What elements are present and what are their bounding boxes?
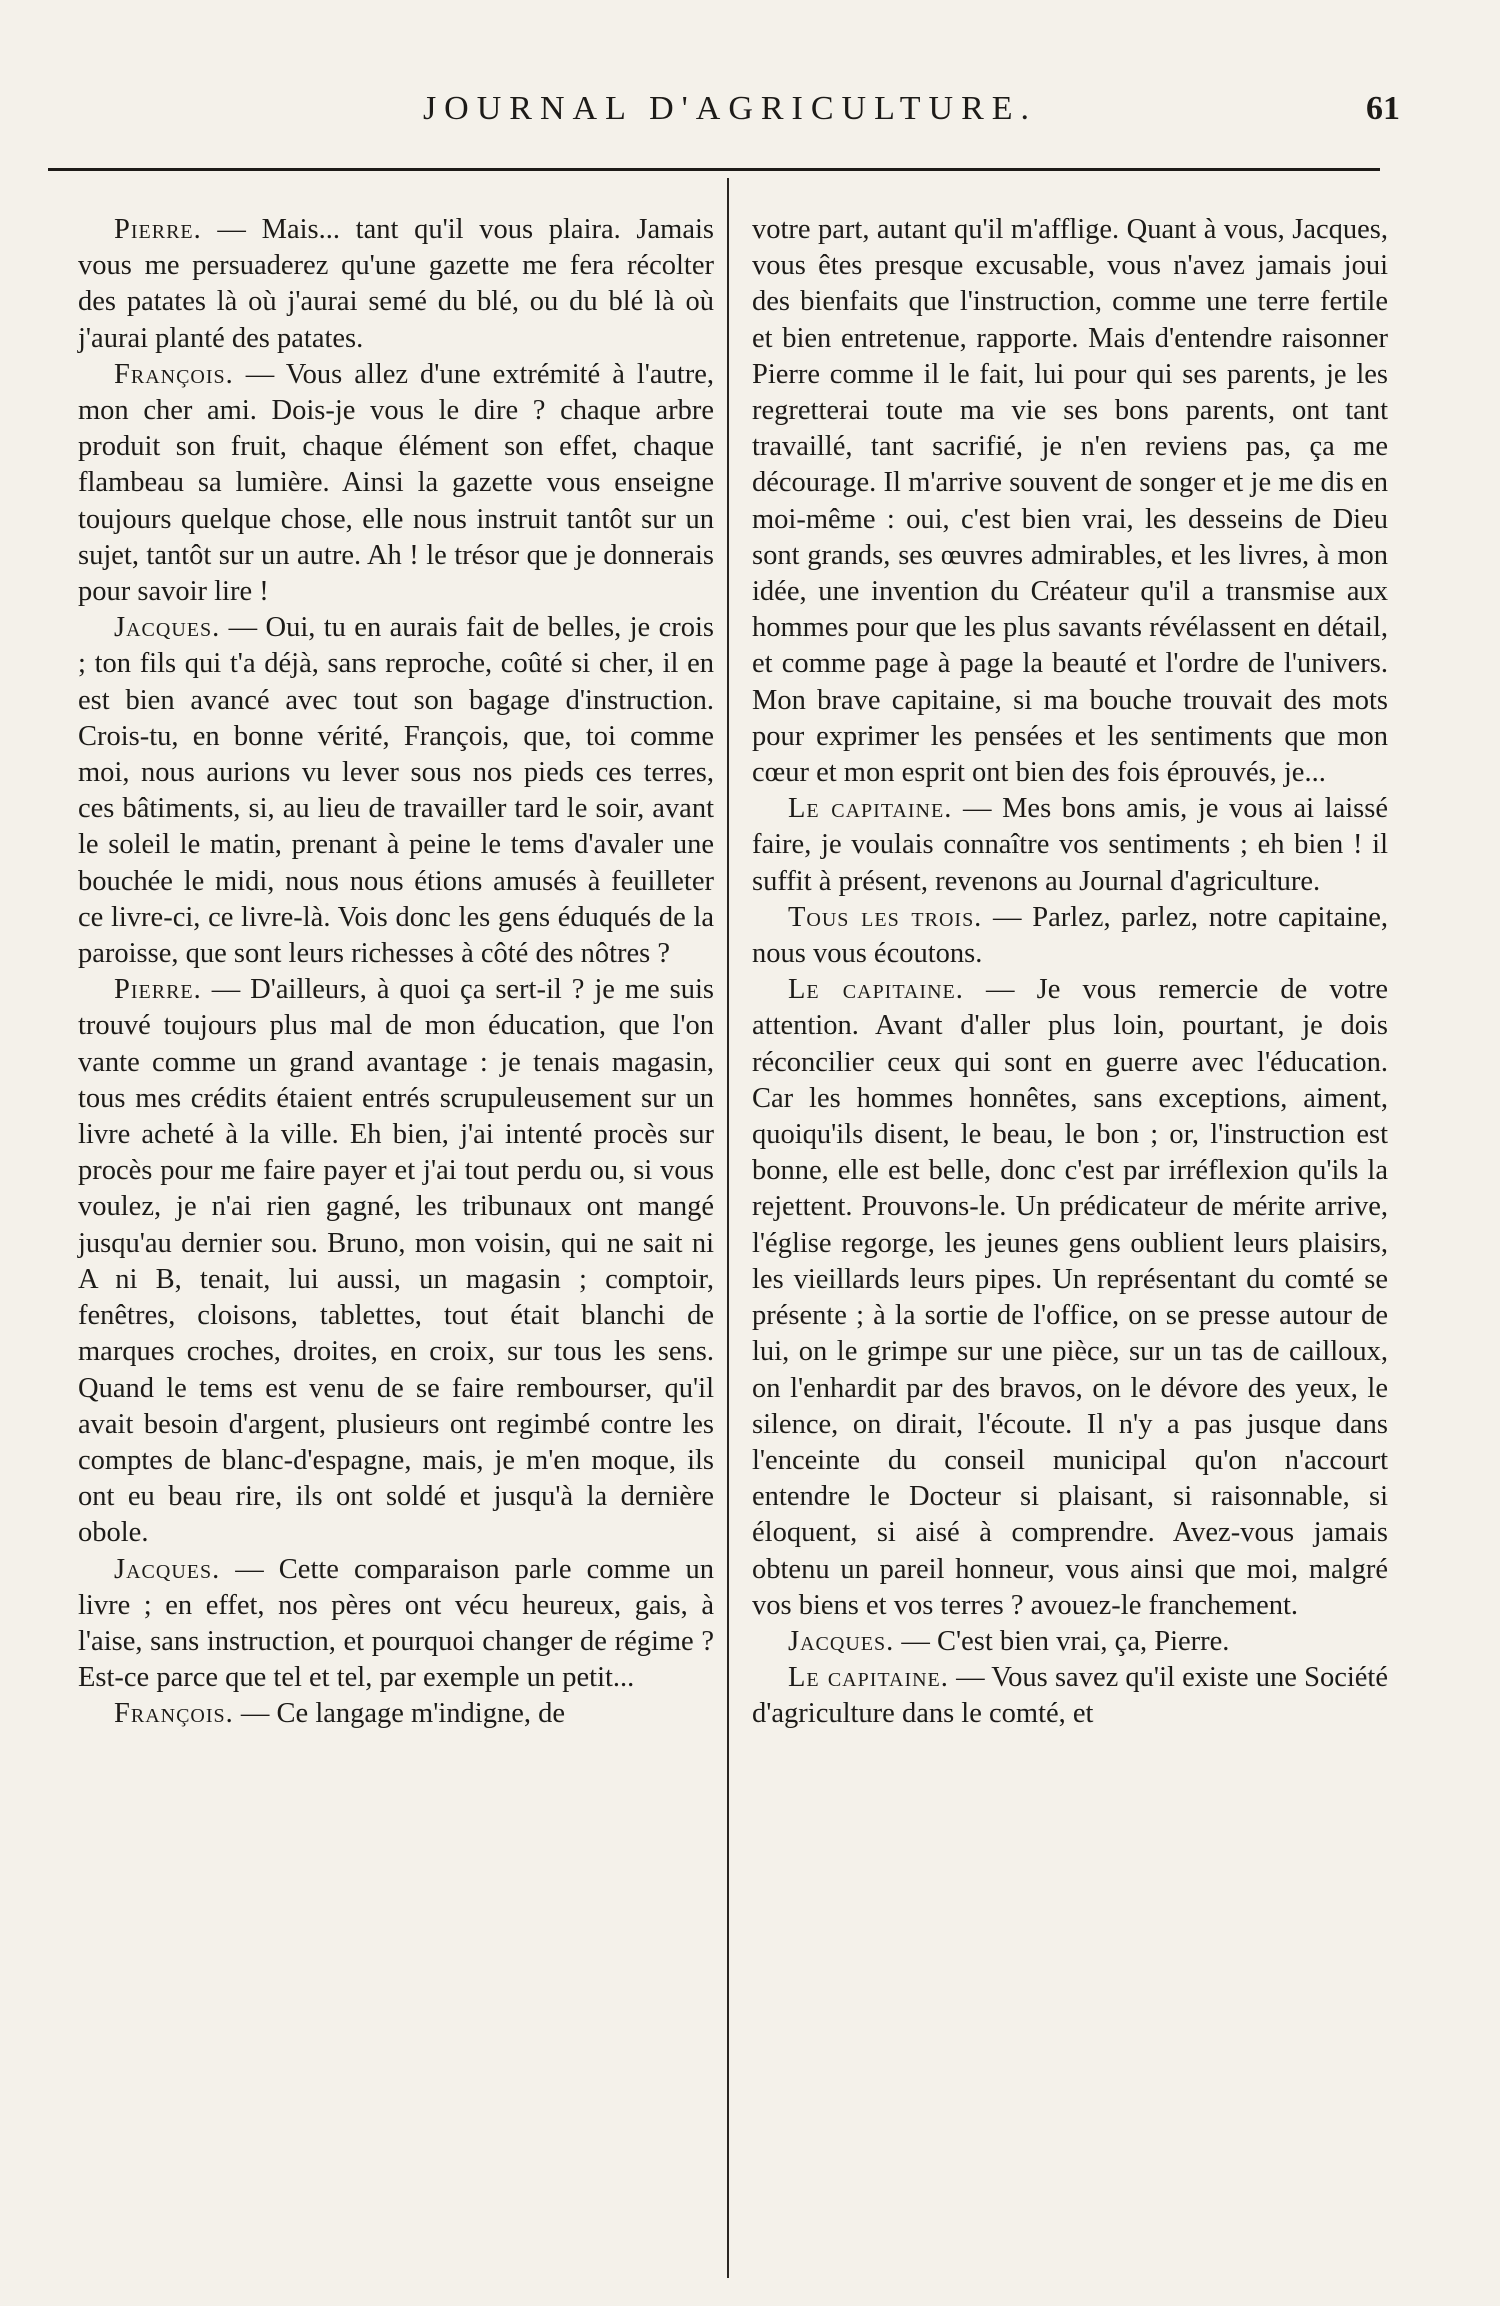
dialogue-text: — Mais... tant qu'il vous plaira. Jamais vous me persuaderez qu'une gazette me fera récolter des patates là où j'aurai semé du blé, ou du blé là où j'aurai planté des patates. bbox=[78, 214, 714, 354]
running-head bbox=[60, 90, 1400, 130]
paragraph bbox=[78, 1696, 714, 1732]
dialogue-text: — Vous allez d'une extrémité à l'autre, mon cher ami. Dois-je vous le dire ? chaque arbre produit son fruit, chaque élément son effet, chaque flambeau sa lumière. Ainsi la gazette vous enseigne toujours quelque chose, elle nous instruit tantôt sur un sujet, tantôt sur un autre. Ah ! le trésor que je donnerais pour savoir lire ! bbox=[78, 358, 714, 608]
paragraph bbox=[752, 212, 1388, 791]
paragraph bbox=[752, 972, 1388, 1624]
dialogue-text: — C'est bien vrai, ça, Pierre. bbox=[894, 1625, 1230, 1657]
speaker-name: Jacques. bbox=[114, 612, 221, 644]
dialogue-text: — Ce langage m'indigne, de bbox=[233, 1698, 565, 1730]
speaker-name: Le capitaine. bbox=[788, 974, 964, 1006]
paragraph bbox=[78, 610, 714, 972]
paragraph bbox=[752, 1660, 1388, 1732]
dialogue-text: — D'ailleurs, à quoi ça sert-il ? je me suis trouvé toujours plus mal de mon éducation, que l'on vante comme un grand avantage : je tenais magasin, tous mes crédits étaient entrés scrupuleusement sur un livre acheté à la ville. Eh bien, j'ai intenté procès sur procès pour me faire payer et j'ai tout perdu ou, si vous voulez, je n'ai rien gagné, les tribunaux ont mangé jusqu'au dernier sou. Bruno, mon voisin, qui ne sait ni A ni B, tenait, lui aussi, un magasin ; comptoir, fenêtres, cloisons, tablettes, tout était blanchi de marques croches, droites, en croix, sur tous les sens. Quand le tems est venu de se faire rembourser, qu'il avait besoin d'argent, plusieurs ont regimbé contre les comptes de blanc-d'espagne, mais, je m'en moque, ils ont eu beau rire, ils ont soldé et jusqu'à la dernière obole. bbox=[78, 974, 714, 1549]
paragraph bbox=[752, 1624, 1388, 1660]
speaker-name: Le capitaine. bbox=[788, 1662, 949, 1694]
column-divider bbox=[727, 178, 729, 2278]
speaker-name: Pierre. bbox=[114, 974, 202, 1006]
paragraph bbox=[78, 1552, 714, 1697]
speaker-name: Jacques. bbox=[788, 1625, 895, 1657]
speaker-name: Pierre. bbox=[114, 214, 202, 245]
dialogue-text: — Cette comparaison parle comme un livre ; en effet, nos pères ont vécu heureux, gais, à l'aise, sans instruction, et pourquoi changer de régime ? Est-ce parce que tel et tel, par exemple un petit... bbox=[78, 1553, 714, 1694]
dialogue-text: votre part, autant qu'il m'afflige. Quant à vous, Jacques, vous êtes presque excusable, vous n'avez jamais joui des bienfaits que l'instruction, comme une terre fertile et bien entretenue, rapporte. Mais d'entendre raisonner Pierre comme il le fait, lui pour qui ses parents, je les regretterai toute ma vie ses bons parents, ont tant travaillé, tant sacrifié, je n'en reviens pas, ça me décourage. Il m'arrive souvent de songer et je me dis en moi-même : oui, c'est bien vrai, les desseins de Dieu sont grands, ses œuvres admirables, et les livres, à mon idée, une invention du Créateur qu'il a transmise aux hommes pour que les plus savants révélassent en détail, et comme page à page la beauté et l'ordre de l'univers. Mon brave capitaine, si ma bouche trouvait des mots pour exprimer les pensées et les sentiments que mon cœur et mon esprit ont bien des fois éprouvés, je... bbox=[752, 214, 1388, 789]
dialogue-text: — Mes bons amis, je vous ai laissé faire, je voulais connaître vos sentiments ; eh bien ! il suffit à présent, revenons au Journal d'agriculture. bbox=[752, 793, 1388, 897]
page-number: 61 bbox=[1366, 90, 1400, 127]
paragraph bbox=[752, 900, 1388, 972]
speaker-name: Jacques. bbox=[114, 1553, 221, 1585]
speaker-name: François. bbox=[114, 1698, 234, 1730]
speaker-name: François. bbox=[114, 358, 234, 390]
dialogue-text: — Je vous remercie de votre attention. Avant d'aller plus loin, pourtant, je dois réconcilier ceux qui sont en guerre avec l'éducation. Car les hommes honnêtes, sans exceptions, aiment, quoiqu'ils disent, le beau, le bon ; or, l'instruction est bonne, elle est belle, donc c'est par irréflexion qu'ils la rejettent. Prouvons-le. Un prédicateur de mérite arrive, l'église regorge, les jeunes gens oublient leurs plaisirs, les vieillards leurs pipes. Un représentant du comté se présente ; à la sortie de l'office, on se presse autour de lui, on le grimpe sur une pièce, sur un tas de cailloux, on l'enhardit par des bravos, on le dévore des yeux, le silence, on dirait, l'écoute. Il n'y a pas jusque dans l'enceinte du conseil municipal qu'on n'accourt entendre le Docteur si plaisant, si raisonnable, si éloquent, si aisé à comprendre. Avez-vous jamais obtenu un pareil honneur, vous ainsi que moi, malgré vos biens et vos terres ? avouez-le franchement. bbox=[752, 974, 1388, 1621]
right-column bbox=[752, 212, 1388, 1733]
left-column bbox=[78, 212, 714, 1733]
header-rule bbox=[48, 168, 1380, 171]
speaker-name: Le capitaine. bbox=[788, 793, 953, 825]
paragraph bbox=[78, 972, 714, 1551]
running-title: JOURNAL D'AGRICULTURE. bbox=[422, 90, 1038, 127]
paragraph bbox=[78, 357, 714, 610]
dialogue-text: — Vous savez qu'il existe une Société d'agriculture dans le comté, et bbox=[752, 1662, 1388, 1730]
dialogue-text: — Parlez, parlez, notre capitaine, nous vous écoutons. bbox=[752, 901, 1388, 970]
speaker-name: Tous les trois. bbox=[788, 901, 983, 933]
paragraph bbox=[78, 212, 714, 357]
paragraph bbox=[752, 791, 1388, 900]
dialogue-text: — Oui, tu en aurais fait de belles, je crois ; ton fils qui t'a déjà, sans reproche, coûté si cher, il en est bien avancé avec tout son bagage d'instruction. Crois-tu, en bonne vérité, François, que, toi comme moi, nous aurions vu lever sous nos pieds ces terres, ces bâtiments, si, au lieu de travailler tard le soir, avant le soleil le matin, prenant à peine le tems d'avaler une bouchée le midi, nous nous étions amusés à feuilleter ce livre-ci, ce livre-là. Vois donc les gens éduqués de la paroisse, que sont leurs richesses à côté des nôtres ? bbox=[78, 612, 714, 970]
